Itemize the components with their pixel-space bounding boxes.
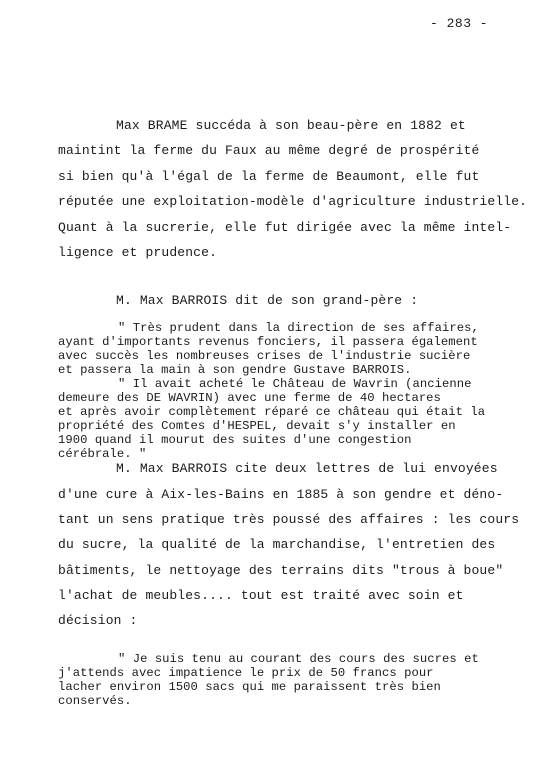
quote-line: lacher environ 1500 sacs qui me paraissent très bien	[58, 680, 441, 694]
page-number: - 283 -	[430, 16, 489, 31]
quote-line: " Il avait acheté le Château de Wavrin (ancienne	[118, 377, 472, 391]
quote-line: demeure des DE WAVRIN) avec une ferme de 40 hectares	[58, 391, 441, 405]
text-line: si bien qu'à l'égal de la ferme de Beaumont, elle fut	[58, 168, 480, 184]
text-line: Max BRAME succéda à son beau-père en 1882 et	[116, 118, 466, 133]
quote-line: avec succès les nombreuses crises de l'industrie sucière	[58, 349, 471, 363]
quote-line: " Très prudent dans la direction de ses affaires,	[118, 321, 479, 335]
text-line: tant un sens pratique très poussé des affaires : les cours	[58, 512, 520, 528]
quote-line: 1900 quand il mourut des suites d'une congestion	[58, 433, 412, 447]
text-line: d'une cure à Aix-les-Bains en 1885 à son gendre et déno-	[58, 487, 504, 502]
quote-line: et passera la main à son gendre Gustave BARROIS.	[58, 363, 412, 377]
text-line: maintint la ferme du Faux au même degré de prospérité	[58, 143, 480, 158]
text-line: du sucre, la qualité de la marchandise, l'entretien des	[58, 537, 496, 553]
text-line: l'achat de meubles.... tout est traité avec soin et	[58, 587, 464, 603]
quote-line: " Je suis tenu au courant des cours des sucres et	[118, 652, 479, 666]
text-line: ligence et prudence.	[58, 245, 218, 260]
quote-line: j'attends avec impatience le prix de 50 francs pour	[58, 666, 434, 680]
quote-line: conservés.	[58, 694, 132, 708]
text-line: réputée une exploitation-modèle d'agriculture industrielle.	[58, 194, 528, 209]
text-line: bâtiments, le nettoyage des terrains dits "trous à boue"	[58, 562, 504, 578]
text-line: décision :	[58, 613, 138, 628]
quote-line: propriété des Comtes d'HESPEL, devait s'y installer en	[58, 419, 456, 433]
text-line: Quant à la sucrerie, elle fut dirigée avec la même intel-	[58, 219, 512, 235]
quote-line: cérébrale. "	[58, 447, 147, 461]
text-line: M. Max BARROIS cite deux lettres de lui envoyées	[116, 461, 498, 476]
quote-line: et après avoir complètement réparé ce château qui était la	[58, 405, 486, 419]
text-line: M. Max BARROIS dit de son grand-père :	[116, 293, 419, 308]
quote-line: ayant d'importants revenus fonciers, il passera également	[58, 335, 478, 349]
